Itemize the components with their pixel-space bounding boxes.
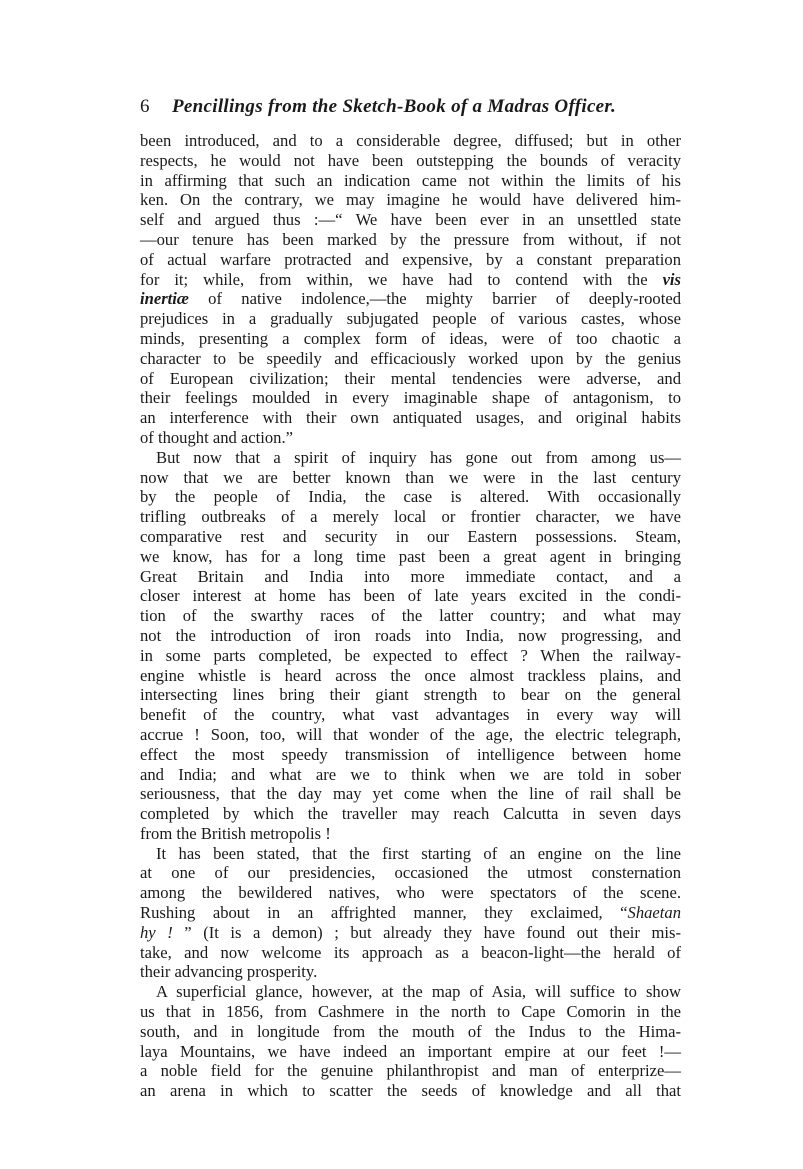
text-segment: their feelings moulded in every imaginable shape of antagonism, to — [140, 388, 681, 408]
text-segment: by the people of India, the case is altered. With occasionally — [140, 487, 681, 507]
paragraph — [140, 982, 681, 1101]
text-line — [140, 567, 681, 587]
text-line — [140, 349, 681, 369]
text-segment: Rushing about in an affrighted manner, they exclaimed, “ — [140, 903, 628, 923]
text-line — [140, 250, 681, 270]
text-line — [140, 487, 681, 507]
text-segment: —our tenure has been marked by the pressure from without, if not — [140, 229, 681, 249]
text-segment: of thought and action.” — [140, 427, 293, 447]
text-line — [140, 903, 681, 923]
running-title: Pencillings from the Sketch-Book of a Madras Officer. — [172, 96, 617, 117]
page-number: 6 — [140, 96, 150, 117]
text-line — [140, 468, 681, 488]
text-line — [140, 705, 681, 725]
text-segment: inertiæ — [140, 289, 189, 309]
text-line — [140, 190, 681, 210]
text-segment: trifling outbreaks of a merely local or frontier character, we have — [140, 507, 681, 527]
text-line — [140, 507, 681, 527]
text-segment: It has been stated, that the first starting of an engine on the line — [156, 843, 681, 863]
text-segment: laya Mountains, we have indeed an important empire at our feet !— — [140, 1041, 681, 1061]
text-segment: at one of our presidencies, occasioned the utmost consternation — [140, 863, 681, 883]
text-line — [140, 646, 681, 666]
text-line — [140, 883, 681, 903]
text-line — [140, 230, 681, 250]
text-segment: in affirming that such an indication came not within the limits of his — [140, 170, 681, 190]
text-line — [140, 923, 681, 943]
text-line — [140, 171, 681, 191]
text-line — [140, 606, 681, 626]
text-segment: an arena in which to scatter the seeds of knowledge and all that — [140, 1081, 681, 1101]
running-head — [140, 96, 681, 130]
text-segment: ken. On the contrary, we may imagine he would have delivered him- — [140, 190, 681, 210]
text-line — [140, 131, 681, 151]
paragraph — [140, 448, 681, 844]
text-segment: accrue ! Soon, too, will that wonder of the age, the electric telegraph, — [140, 724, 681, 744]
text-line — [140, 626, 681, 646]
text-segment: us that in 1856, from Cashmere in the north to Cape Comorin in the — [140, 1002, 681, 1022]
text-segment: tion of the swarthy races of the latter country; and what may — [140, 606, 681, 626]
text-segment: character to be speedily and efficaciously worked upon by the genius — [140, 348, 681, 368]
text-segment: of native indolence,—the mighty barrier of deeply-rooted — [188, 289, 681, 309]
text-line — [140, 151, 681, 171]
text-line — [140, 962, 681, 982]
text-segment: ” (It is a demon) ; but already they have found out their mis- — [172, 922, 681, 942]
text-line — [140, 1022, 681, 1042]
text-line — [140, 388, 681, 408]
text-segment: comparative rest and security in our Eastern possessions. Steam, — [140, 526, 681, 546]
text-segment: take, and now welcome its approach as a beacon-light—the herald of — [140, 942, 681, 962]
text-segment: effect the most speedy transmission of intelligence between home — [140, 744, 681, 764]
text-segment: of actual warfare protracted and expensive, by a constant preparation — [140, 249, 681, 269]
text-line — [140, 745, 681, 765]
text-segment: of European civilization; their mental tendencies were adverse, and — [140, 368, 681, 388]
text-line — [140, 329, 681, 349]
text-line — [140, 725, 681, 745]
paragraph — [140, 131, 681, 448]
text-line — [140, 289, 681, 309]
text-segment: seriousness, that the day may yet come when the line of rail shall be — [140, 784, 681, 804]
text-line — [140, 765, 681, 785]
book-page — [140, 96, 681, 1101]
text-segment: closer interest at home has been of late years excited in the condi- — [140, 586, 681, 606]
text-line — [140, 270, 681, 290]
text-segment: we know, has for a long time past been a great agent in bringing — [140, 546, 681, 566]
text-line — [140, 982, 681, 1002]
text-segment: their advancing prosperity. — [140, 962, 318, 982]
text-line — [140, 448, 681, 468]
text-segment: intersecting lines bring their giant strength to bear on the general — [140, 685, 681, 705]
text-line — [140, 1002, 681, 1022]
text-segment: for it; while, from within, we have had to contend with the — [140, 269, 663, 289]
text-line — [140, 804, 681, 824]
text-line — [140, 1081, 681, 1101]
text-segment: prejudices in a gradually subjugated people of various castes, whose — [140, 309, 681, 329]
text-segment: Shaetan — [627, 903, 681, 923]
text-segment: not the introduction of iron roads into India, now progressing, and — [140, 625, 681, 645]
text-line — [140, 824, 681, 844]
text-segment: south, and in longitude from the mouth of the Indus to the Hima- — [140, 1021, 681, 1041]
text-line — [140, 586, 681, 606]
text-line — [140, 369, 681, 389]
text-segment: vis — [662, 269, 681, 289]
text-line — [140, 527, 681, 547]
text-line — [140, 943, 681, 963]
text-segment: now that we are better known than we were in the last century — [140, 467, 681, 487]
text-segment: an interference with their own antiquated usages, and original habits — [140, 408, 681, 428]
text-line — [140, 1042, 681, 1062]
text-segment: a noble field for the genuine philanthropist and man of enterprize— — [140, 1061, 681, 1081]
text-segment: among the bewildered natives, who were spectators of the scene. — [140, 883, 681, 903]
paragraph — [140, 844, 681, 983]
text-segment: minds, presenting a complex form of ideas, were of too chaotic a — [140, 328, 681, 348]
text-line — [140, 408, 681, 428]
text-line — [140, 547, 681, 567]
text-segment: in some parts completed, be expected to effect ? When the railway- — [140, 645, 681, 665]
text-segment: Great Britain and India into more immediate contact, and a — [140, 566, 681, 586]
text-line — [140, 309, 681, 329]
text-segment: A superficial glance, however, at the map of Asia, will suffice to show — [156, 982, 681, 1002]
text-line — [140, 863, 681, 883]
text-line — [140, 844, 681, 864]
text-segment: self and argued thus :—“ We have been ever in an unsettled state — [140, 210, 681, 230]
text-segment: engine whistle is heard across the once almost trackless plains, and — [140, 665, 681, 685]
text-line — [140, 666, 681, 686]
text-segment: from the British metropolis ! — [140, 823, 331, 843]
text-line — [140, 428, 681, 448]
text-line — [140, 1061, 681, 1081]
text-segment: hy ! — [140, 922, 173, 942]
text-line — [140, 784, 681, 804]
text-line — [140, 210, 681, 230]
text-segment: respects, he would not have been outstepping the bounds of veracity — [140, 150, 681, 170]
text-segment: completed by which the traveller may reach Calcutta in seven days — [140, 804, 681, 824]
body-text — [140, 131, 681, 1101]
text-segment: But now that a spirit of inquiry has gone out from among us— — [156, 447, 681, 467]
text-line — [140, 685, 681, 705]
text-segment: been introduced, and to a considerable degree, diffused; but in other — [140, 131, 681, 150]
text-segment: benefit of the country, what vast advantages in every way will — [140, 705, 681, 725]
text-segment: and India; and what are we to think when we are told in sober — [140, 764, 681, 784]
